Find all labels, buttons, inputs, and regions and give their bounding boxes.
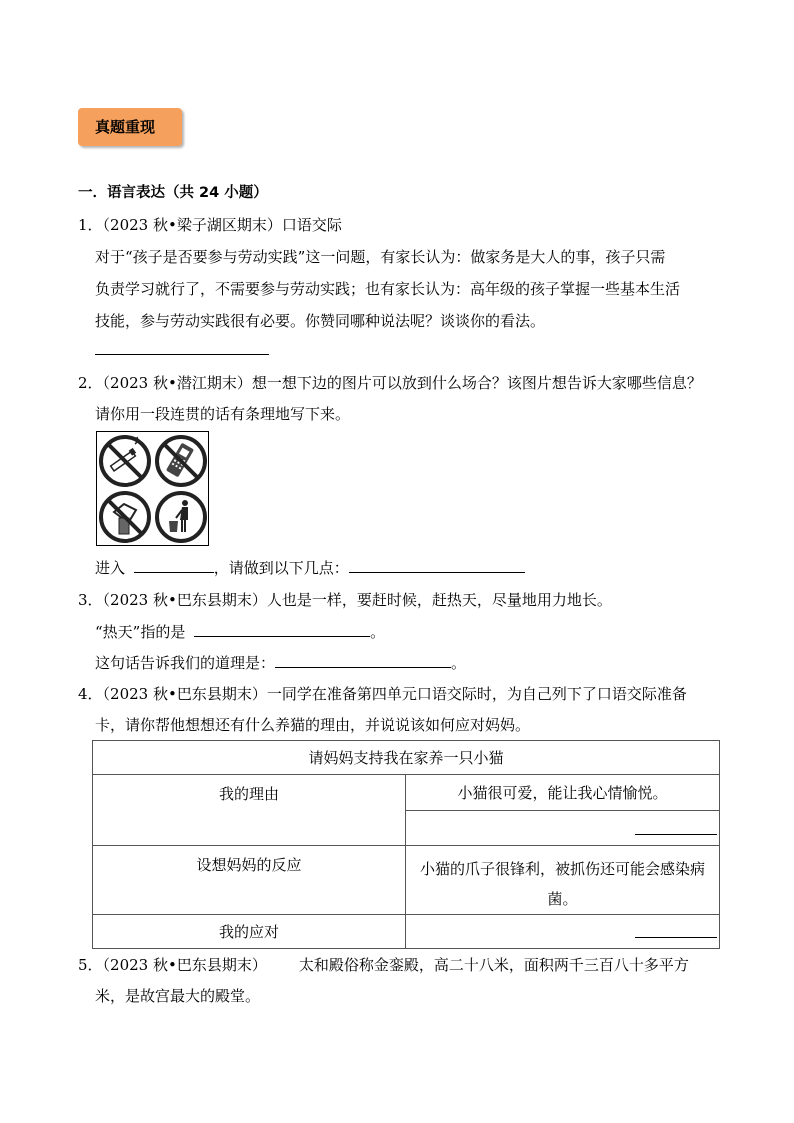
answer-line-q1[interactable]: [95, 354, 269, 355]
question-3-line: [78, 590, 612, 610]
reaction-label: 设想妈妈的反应: [93, 846, 406, 915]
blank-hot-days[interactable]: [194, 622, 370, 637]
reason-2-cell[interactable]: [406, 811, 720, 846]
reaction-text: [406, 846, 720, 915]
table-header: 请妈妈支持我在家养一只小猫: [93, 741, 720, 775]
reaction-text-2: 菌。: [547, 890, 578, 908]
section-badge: [78, 108, 182, 146]
question-3-a-label: “热天”指的是: [95, 623, 186, 641]
question-2-line-2: 请你用一段连贯的话有条理地写下来。: [95, 405, 351, 423]
use-trash-bin-icon: [157, 493, 205, 541]
question-3-b-end: 。: [451, 654, 467, 672]
question-1-number: 1．: [78, 216, 103, 234]
question-3-a-end: 。: [370, 623, 386, 641]
blank-lesson[interactable]: [275, 653, 451, 668]
question-1-source: （2023 秋•梁子湖区期末）口语交际: [102, 216, 342, 234]
no-phone-icon: [157, 437, 205, 485]
fill-prefix: 进入: [95, 559, 126, 577]
reason-label: 我的理由: [93, 775, 406, 846]
question-3-a: [95, 622, 385, 642]
prohibition-signs-image: [96, 431, 209, 546]
reason-1: 小猫很可爱，能让我心情愉悦。: [406, 775, 720, 811]
question-5-text-1: 太和殿俗称金銮殿，高二十八米，面积两千三百八十多平方: [298, 956, 689, 974]
question-3-text: （2023 秋•巴东县期末）人也是一样，要赶时候，赶热天，尽量地用力地长。: [102, 591, 612, 609]
question-5-line-1: [78, 955, 689, 975]
question-5-source: （2023 秋•巴东县期末）: [102, 956, 267, 974]
question-3-b: [95, 653, 466, 673]
no-smoking-icon: [101, 437, 149, 485]
question-2-number: 2．: [78, 374, 103, 392]
question-4-line-1: [78, 684, 687, 704]
question-1-line-2: 负责学习就行了，不需要参与劳动实践；也有家长认为：高年级的孩子掌握一些基本生活: [95, 280, 681, 298]
question-1-line-3: 技能，参与劳动实践很有必要。你赞同哪种说法呢？谈谈你的看法。: [95, 312, 546, 330]
blank-place[interactable]: [134, 558, 214, 573]
badge-label: 真题重现: [95, 118, 156, 136]
preparation-card-table: [92, 740, 720, 949]
blank-points[interactable]: [349, 558, 525, 573]
question-3-b-label: 这句话告诉我们的道理是：: [95, 654, 276, 672]
question-1-header: [78, 215, 342, 235]
response-blank[interactable]: [635, 937, 717, 938]
question-3-number: 3．: [78, 591, 103, 609]
question-2-line-1: [78, 373, 702, 393]
fill-middle: ，请做到以下几点：: [213, 559, 349, 577]
response-label: 我的应对: [93, 915, 406, 949]
question-4-number: 4．: [78, 685, 103, 703]
no-littering-icon: [101, 493, 149, 541]
question-1-line-1: 对于“孩子是否要参与劳动实践”这一问题，有家长认为：做家务是大人的事，孩子只需: [95, 248, 666, 266]
reason-2-blank[interactable]: [635, 834, 717, 835]
response-cell[interactable]: [406, 915, 720, 949]
question-4-text: （2023 秋•巴东县期末）一同学在准备第四单元口语交际时，为自己列下了口语交际准备: [102, 685, 687, 703]
question-5-line-2: 米，是故宫最大的殿堂。: [95, 987, 261, 1005]
question-5-number: 5．: [78, 956, 103, 974]
reaction-text-1: 小猫的爪子很锋利，被抓伤还可能会感染病: [419, 860, 705, 878]
question-4-line-2: 卡，请你帮他想想还有什么养猫的理由，并说说该如何应对妈妈。: [95, 716, 531, 734]
section-heading: 一．语言表达（共 24 小题）: [78, 185, 268, 201]
question-2-fill: [95, 558, 525, 578]
question-2-text: （2023 秋•潜江期末）想一想下边的图片可以放到什么场合？该图片想告诉大家哪些信息？: [102, 374, 702, 392]
